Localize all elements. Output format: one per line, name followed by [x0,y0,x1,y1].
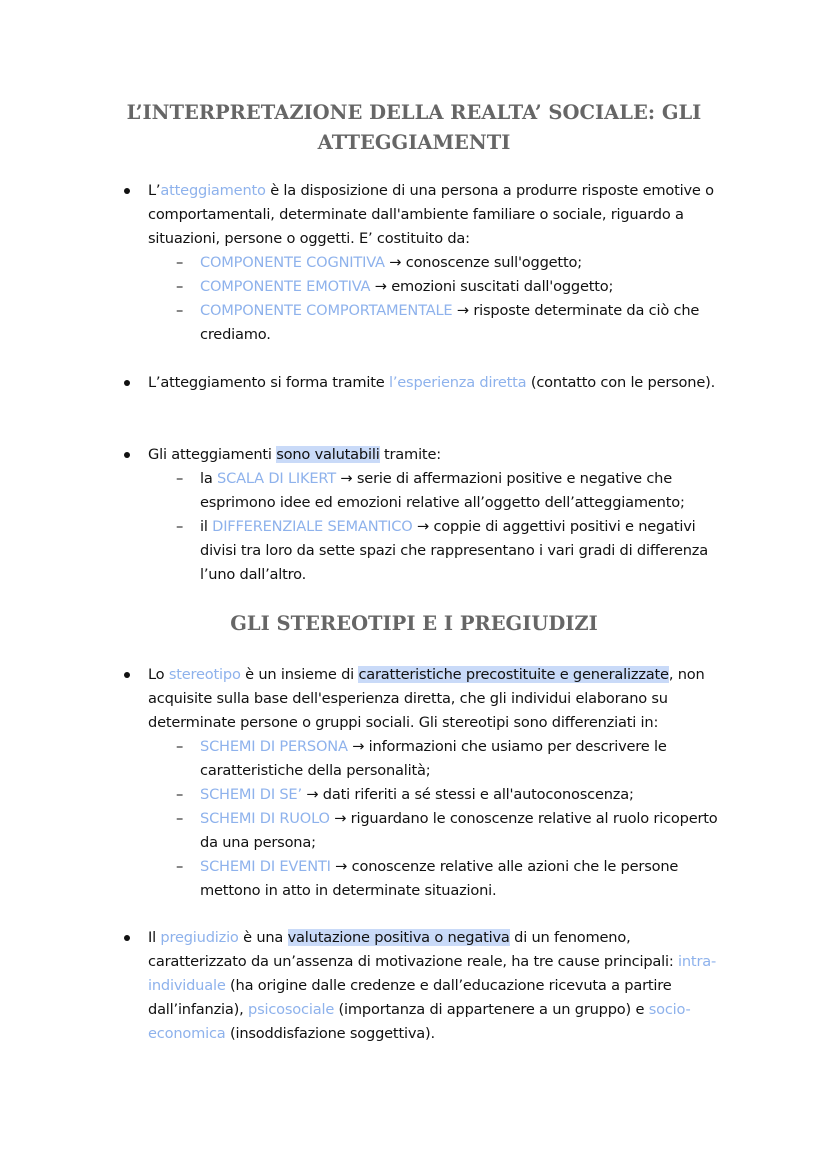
text-segment: → conoscenze sull'oggetto; [384,254,582,271]
text-segment: di un fenomeno, caratterizzato da un’assenza di motivazione reale, ha tre cause principali: [148,929,679,970]
dash-icon: – [176,518,184,535]
dash-icon: – [176,470,184,487]
keyword: SCHEMI DI PERSONA [200,738,348,755]
bullet-item [148,179,728,347]
sub-item [176,275,728,299]
text-segment: (importanza di appartenere a un gruppo) e [334,1001,649,1018]
dash-icon: – [176,278,184,295]
bullet-icon [124,452,130,458]
keyword: COMPONENTE EMOTIVA [200,278,371,295]
keyword: SCHEMI DI SE’ [200,786,302,803]
bullet-text [148,443,728,467]
text-segment: → riguardano le conoscenze relative al ruolo ricoperto da una persona; [200,810,718,851]
bullet-text [148,179,728,251]
bullet-text [148,663,728,735]
text-segment: Gli atteggiamenti [148,446,277,463]
keyword: SCHEMI DI RUOLO [200,810,330,827]
sub-item [176,467,728,515]
keyword: DIFFERENZIALE SEMANTICO [212,518,413,535]
dash-icon: – [176,738,184,755]
highlighted-text: caratteristiche precostituite e generalizzate [358,666,669,683]
title-line-1: L’INTERPRETAZIONE DELLA REALTA’ SOCIALE: GLI [126,101,702,124]
bullet-item [148,371,728,395]
text-segment: è la disposizione di una persona a produrre risposte emotive o comportamentali, determinate dall'ambiente familiare o sociale, riguardo a situazioni, persone o oggetti. E’ costituito da: [148,182,714,247]
bullet-icon [124,188,130,194]
text-segment: è un insieme di [240,666,359,683]
sub-item [176,735,728,783]
text-segment: → conoscenze relative alle azioni che le persone mettono in atto in determinate situazioni. [200,858,679,899]
text-segment: → emozioni suscitati dall'oggetto; [370,278,614,295]
text-segment: L’atteggiamento si forma tramite [148,374,389,391]
text-segment: (contatto con le persone). [526,374,716,391]
bullet-item [148,443,728,587]
keyword: socio-economica [148,1001,691,1042]
sub-item [176,783,728,807]
bullet-text [148,371,728,395]
text-segment: → risposte determinate da ciò che crediamo. [200,302,700,343]
dash-icon: – [176,302,184,319]
text-segment: Lo [148,666,169,683]
text-segment: è una [238,929,288,946]
bullet-text [148,926,728,1046]
dash-icon: – [176,810,184,827]
text-segment: → dati riferiti a sé stessi e all'autoconoscenza; [301,786,634,803]
text-segment: il [200,518,213,535]
text-segment: (ha origine dalle credenze e dall’educazione ricevuta a partire dall’infanzia), [148,977,672,1018]
keyword: atteggiamento [160,182,266,199]
dash-icon: – [176,858,184,875]
bullet-icon [124,380,130,386]
bullet-item [148,663,728,903]
highlighted-text: sono valutabili [276,446,380,463]
keyword: intra-individuale [148,953,717,994]
text-segment: L’ [148,182,161,199]
keyword: SCALA DI LIKERT [217,470,336,487]
bullet-item [148,926,728,1046]
text-segment: tramite: [379,446,441,463]
text-segment: la [200,470,218,487]
keyword: stereotipo [168,666,241,683]
text-segment: , non acquisite sulla base dell'esperienza diretta, che gli individui elaborano su determinate persone o gruppi sociali. Gli stereotipi sono differenziati in: [148,666,705,731]
text-segment: → serie di affermazioni positive e negative che esprimono idee ed emozioni relative all’oggetto dell’atteggiamento; [200,470,685,511]
sub-item [176,251,728,275]
text-segment: → informazioni che usiamo per descrivere le caratteristiche della personalità; [200,738,667,779]
section-heading: GLI STEREOTIPI E I PREGIUDIZI [230,612,598,635]
dash-icon: – [176,786,184,803]
keyword: SCHEMI DI EVENTI [200,858,331,875]
keyword: COMPONENTE COMPORTAMENTALE [200,302,453,319]
keyword: l’esperienza diretta [388,374,527,391]
keyword: pregiudizio [160,929,239,946]
title-line-2: ATTEGGIAMENTI [317,131,511,154]
page-title [0,98,828,158]
sub-item [176,855,728,903]
text-segment: → coppie di aggettivi positivi e negativi divisi tra loro da sette spazi che rappresentano i vari gradi di differenza l’uno dall’altro. [200,518,708,583]
text-segment: Il [148,929,161,946]
dash-icon: – [176,254,184,271]
bullet-icon [124,672,130,678]
sub-item [176,515,728,587]
highlighted-text: valutazione positiva o negativa [287,929,510,946]
text-segment: (insoddisfazione soggettiva). [225,1025,435,1042]
sub-item [176,807,728,855]
keyword: COMPONENTE COGNITIVA [200,254,385,271]
keyword: psicosociale [248,1001,335,1018]
sub-item [176,299,728,347]
bullet-icon [124,935,130,941]
